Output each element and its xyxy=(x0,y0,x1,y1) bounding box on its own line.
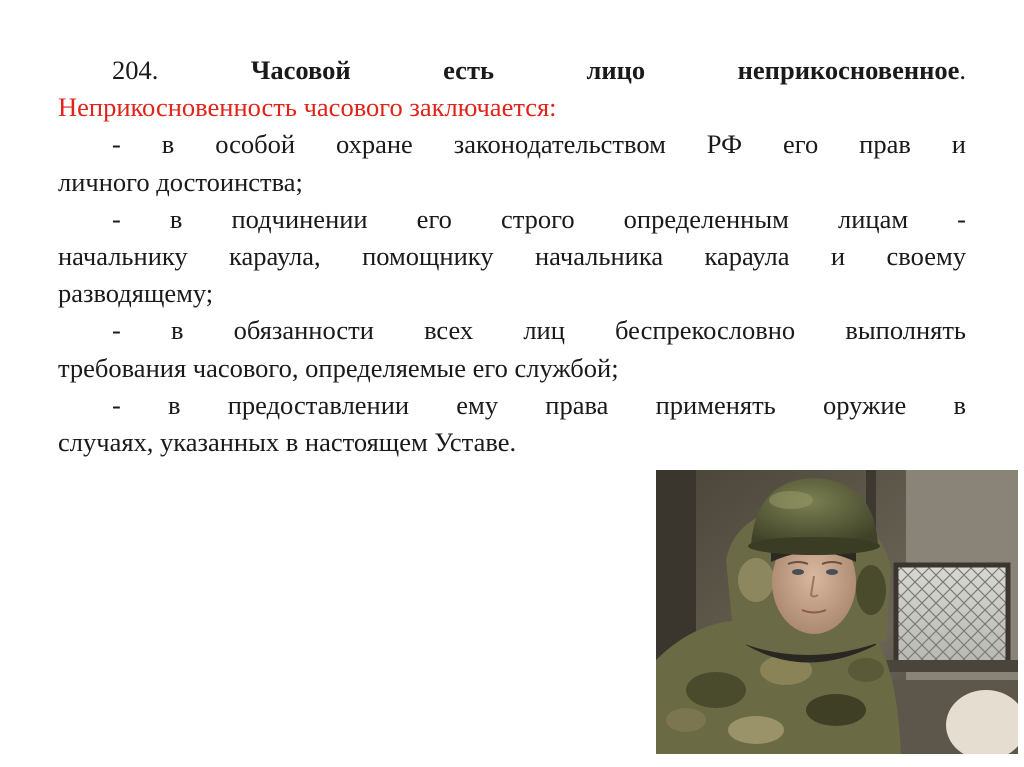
article-text xyxy=(58,52,966,461)
soldier-photo xyxy=(656,470,1018,754)
item-4-line-1: - в предоставлении ему права применять оружие в xyxy=(112,389,966,420)
article-bold-heading: Часовой есть лицо неприкосновенное xyxy=(250,55,960,85)
item-3-line-2: требования часового, определяемые его службой; xyxy=(58,352,619,383)
article-bold-heading-end: . xyxy=(959,55,966,85)
article-red-line: Неприкосновенность часового заключается: xyxy=(58,92,557,123)
item-2-line-1: - в подчинении его строго определенным лицам - xyxy=(112,203,966,234)
item-1-line-2: личного достоинства; xyxy=(58,166,303,197)
item-2-line-2: начальнику караула, помощнику начальника караула и своему xyxy=(58,241,966,272)
article-heading-line xyxy=(58,52,966,89)
item-3-line-1: - в обязанности всех лиц беспрекословно выполнять xyxy=(112,315,966,346)
article-number: 204. xyxy=(112,55,159,85)
item-4-line-2: случаях, указанных в настоящем Уставе. xyxy=(58,427,517,458)
item-2-line-3: разводящему; xyxy=(58,278,214,309)
item-1-line-1: - в особой охране законодательством РФ его прав и xyxy=(112,129,966,160)
